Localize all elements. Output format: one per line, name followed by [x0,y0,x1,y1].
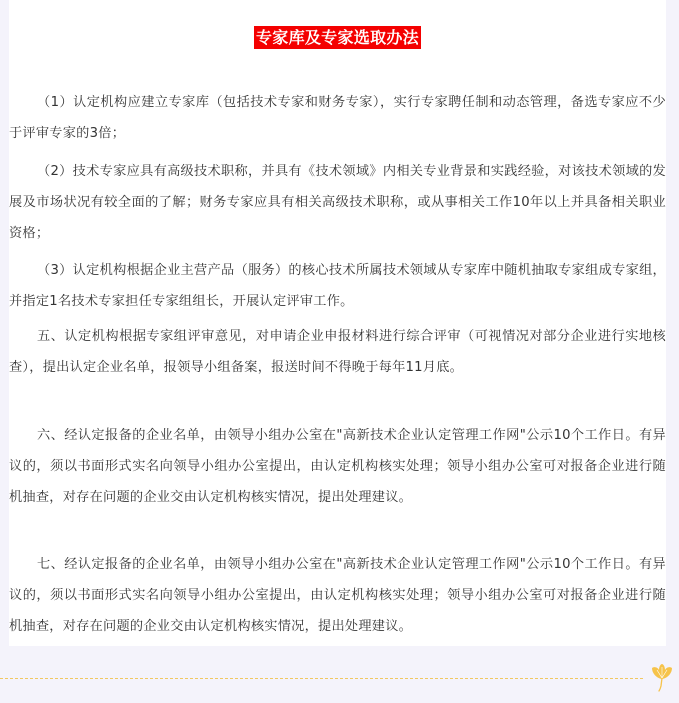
footer-divider [0,678,643,679]
paragraph-expert-database: （1）认定机构应建立专家库（包括技术专家和财务专家），实行专家聘任制和动态管理，备选专家应不少于评审专家的3倍； [9,95,666,141]
paragraph-comprehensive-review: 五、认定机构根据专家组评审意见，对申请企业申报材料进行综合评审（可视情况对部分企业进行实地核查），提出认定企业名单，报领导小组备案，报送时间不得晚于每年11月底。 [9,329,666,375]
section-title: 专家库及专家选取办法 [255,28,419,47]
title-wrapper [9,26,666,49]
article-content [9,0,666,646]
paragraph-public-notice-repeat: 七、经认定报备的企业名单，由领导小组办公室在"高新技术企业认定管理工作网"公示10个工作日。有异议的，须以书面形式实名向领导小组办公室提出，由认定机构核实处理；领导小组办公室可对报备企业进行随机抽查，对存在问题的企业交由认定机构核实情况，提出处理建议。 [9,557,666,634]
paragraph-public-notice: 六、经认定报备的企业名单，由领导小组办公室在"高新技术企业认定管理工作网"公示10个工作日。有异议的，须以书面形式实名向领导小组办公室提出，由认定机构核实处理；领导小组办公室可对报备企业进行随机抽查，对存在问题的企业交由认定机构核实情况，提出处理建议。 [9,428,666,505]
paragraph-expert-group-selection: （3）认定机构根据企业主营产品（服务）的核心技术所属技术领域从专家库中随机抽取专家组成专家组，并指定1名技术专家担任专家组组长，开展认定评审工作。 [9,263,666,309]
paragraph-expert-qualifications: （2）技术专家应具有高级技术职称，并具有《技术领域》内相关专业背景和实践经验，对该技术领域的发展及市场状况有较全面的了解；财务专家应具有相关高级技术职称，或从事相关工作10年以上并具备相关职业资格； [9,164,666,241]
ginkgo-leaf-icon [650,662,674,692]
